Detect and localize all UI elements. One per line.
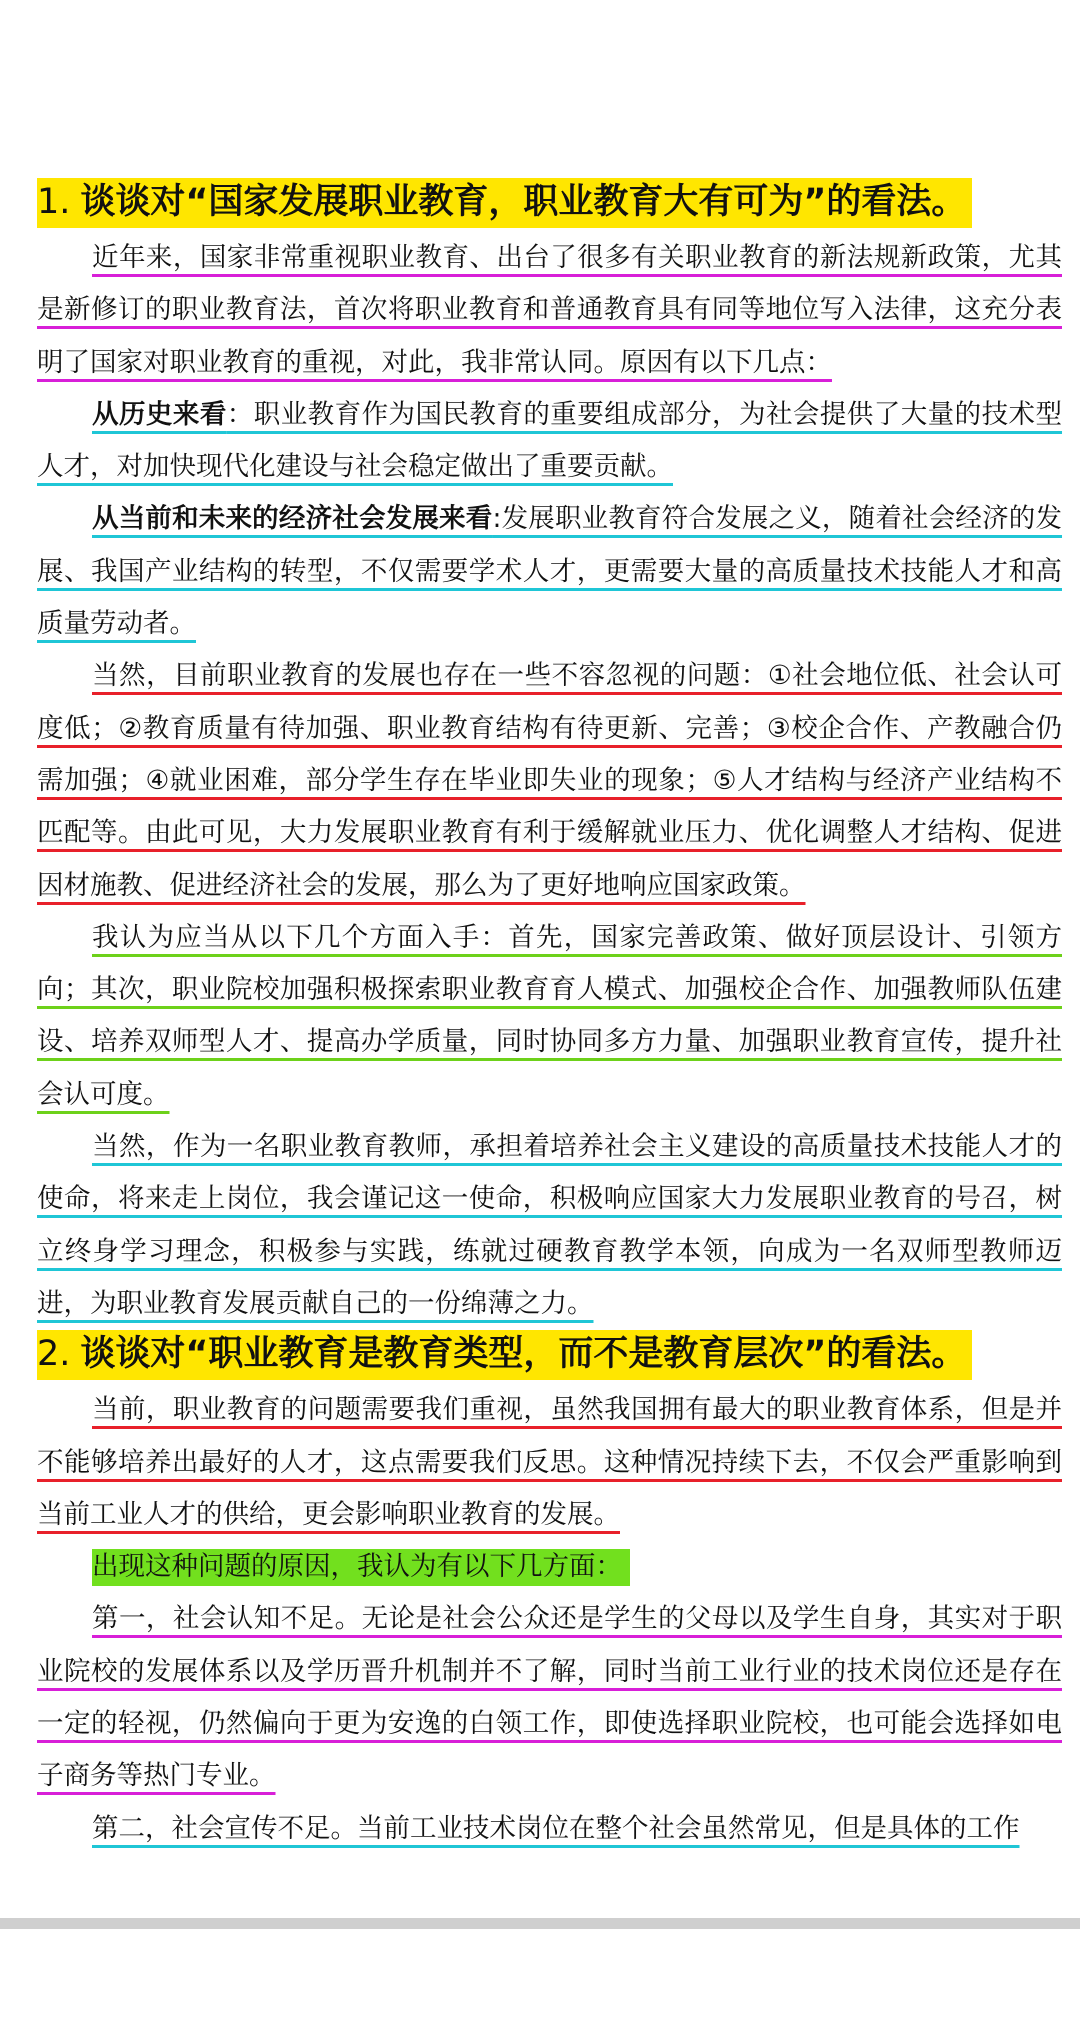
section-2-number: 2. (37, 1334, 71, 1375)
section-1-paragraph-measures (37, 912, 1062, 1121)
paragraph-text: 第二，社会宣传不足。当前工业技术岗位在整个社会虽然常见，但是具体的工作 (92, 1812, 1020, 1844)
paragraph-text: 当然，目前职业教育的发展也存在一些不容忽视的问题：①社会地位低、社会认可度低；②教育质量有待加强、职业教育结构有待更新、完善；③校企合作、产教融合仍需加强；④就业困难，部分学生存在毕业即失业的现象；⑤人才结构与经济产业结构不匹配等。由此可见，大力发展职业教育有利于缓解就业压力、优化调整人才结构、促进因材施教、促进经济社会的发展，那么为了更好地响应国家政策。 (37, 660, 1062, 901)
section-1-paragraph-1 (37, 232, 1062, 389)
section-1-paragraph-economy (37, 493, 1062, 650)
paragraph-text: 第一，社会认知不足。无论是社会公众还是学生的父母以及学生自身，其实对于职业院校的发展体系以及学历晋升机制并不了解，同时当前工业行业的技术岗位还是存在一定的轻视，仍然偏向于更为安逸的白领工作，即使选择职业院校，也可能会选择如电子商务等热门专业。 (37, 1603, 1062, 1792)
paragraph-text: 当前，职业教育的问题需要我们重视，虽然我国拥有最大的职业教育体系，但是并不能够培养出最好的人才，这点需要我们反思。这种情况持续下去，不仅会严重影响到当前工业人才的供给，更会影响职业教育的发展。 (37, 1394, 1062, 1530)
section-2-highlight-line (37, 1541, 1062, 1593)
paragraph-text: :发展职业教育符合发展之义，随着社会经济的发展、我国产业结构的转型，不仅需要学术人才，更需要大量的高质量技术技能人才和高质量劳动者。 (37, 503, 1063, 640)
paragraph-text: 近年来，国家非常重视职业教育、出台了很多有关职业教育的新法规新政策，尤其是新修订的职业教育法，首次将职业教育和普通教育具有同等地位写入法律，这充分表明了国家对职业教育的重视，对此，我非常认同。原因有以下几点： (37, 242, 1062, 378)
section-2-paragraph-reason-1 (37, 1593, 1062, 1802)
section-1-number: 1. (37, 182, 71, 222)
section-1-paragraph-teacher (37, 1121, 1062, 1330)
section-2-paragraph-reason-2 (37, 1803, 1062, 1855)
document-content (37, 178, 1062, 1855)
section-2-heading (37, 1330, 972, 1380)
highlighted-text: 出现这种问题的原因，我认为有以下几方面： (92, 1549, 630, 1586)
section-1-paragraph-problems (37, 650, 1062, 911)
paragraph-text: 我认为应当从以下几个方面入手：首先，国家完善政策、做好顶层设计、引领方向；其次，职业院校加强积极探索职业教育育人模式、加强校企合作、加强教师队伍建设、培养双师型人才、提高办学质量，同时协同多方力量、加强职业教育宣传，提升社会认可度。 (37, 921, 1062, 1110)
section-1-title: 谈谈对“国家发展职业教育，职业教育大有可为”的看法。 (80, 182, 967, 222)
paragraph-lead: 从当前和未来的经济社会发展来看 (92, 503, 493, 535)
paragraph-text: ：职业教育作为国民教育的重要组成部分，为社会提供了大量的技术型人才，对加快现代化建设与社会稳定做出了重要贡献。 (37, 398, 1063, 483)
section-1-paragraph-history (37, 389, 1062, 494)
page-bottom-divider (0, 1918, 1080, 1929)
section-1-heading (37, 178, 972, 228)
paragraph-lead: 从历史来看 (92, 398, 227, 430)
section-2-title: 谈谈对“职业教育是教育类型，而不是教育层次”的看法。 (80, 1334, 967, 1375)
paragraph-text: 当然，作为一名职业教育教师，承担着培养社会主义建设的高质量技术技能人才的使命，将来走上岗位，我会谨记这一使命，积极响应国家大力发展职业教育的号召，树立终身学习理念，积极参与实践，练就过硬教育教学本领，向成为一名双师型教师迈进，为职业教育发展贡献自己的一份绵薄之力。 (37, 1131, 1062, 1319)
section-2-paragraph-1 (37, 1384, 1062, 1541)
